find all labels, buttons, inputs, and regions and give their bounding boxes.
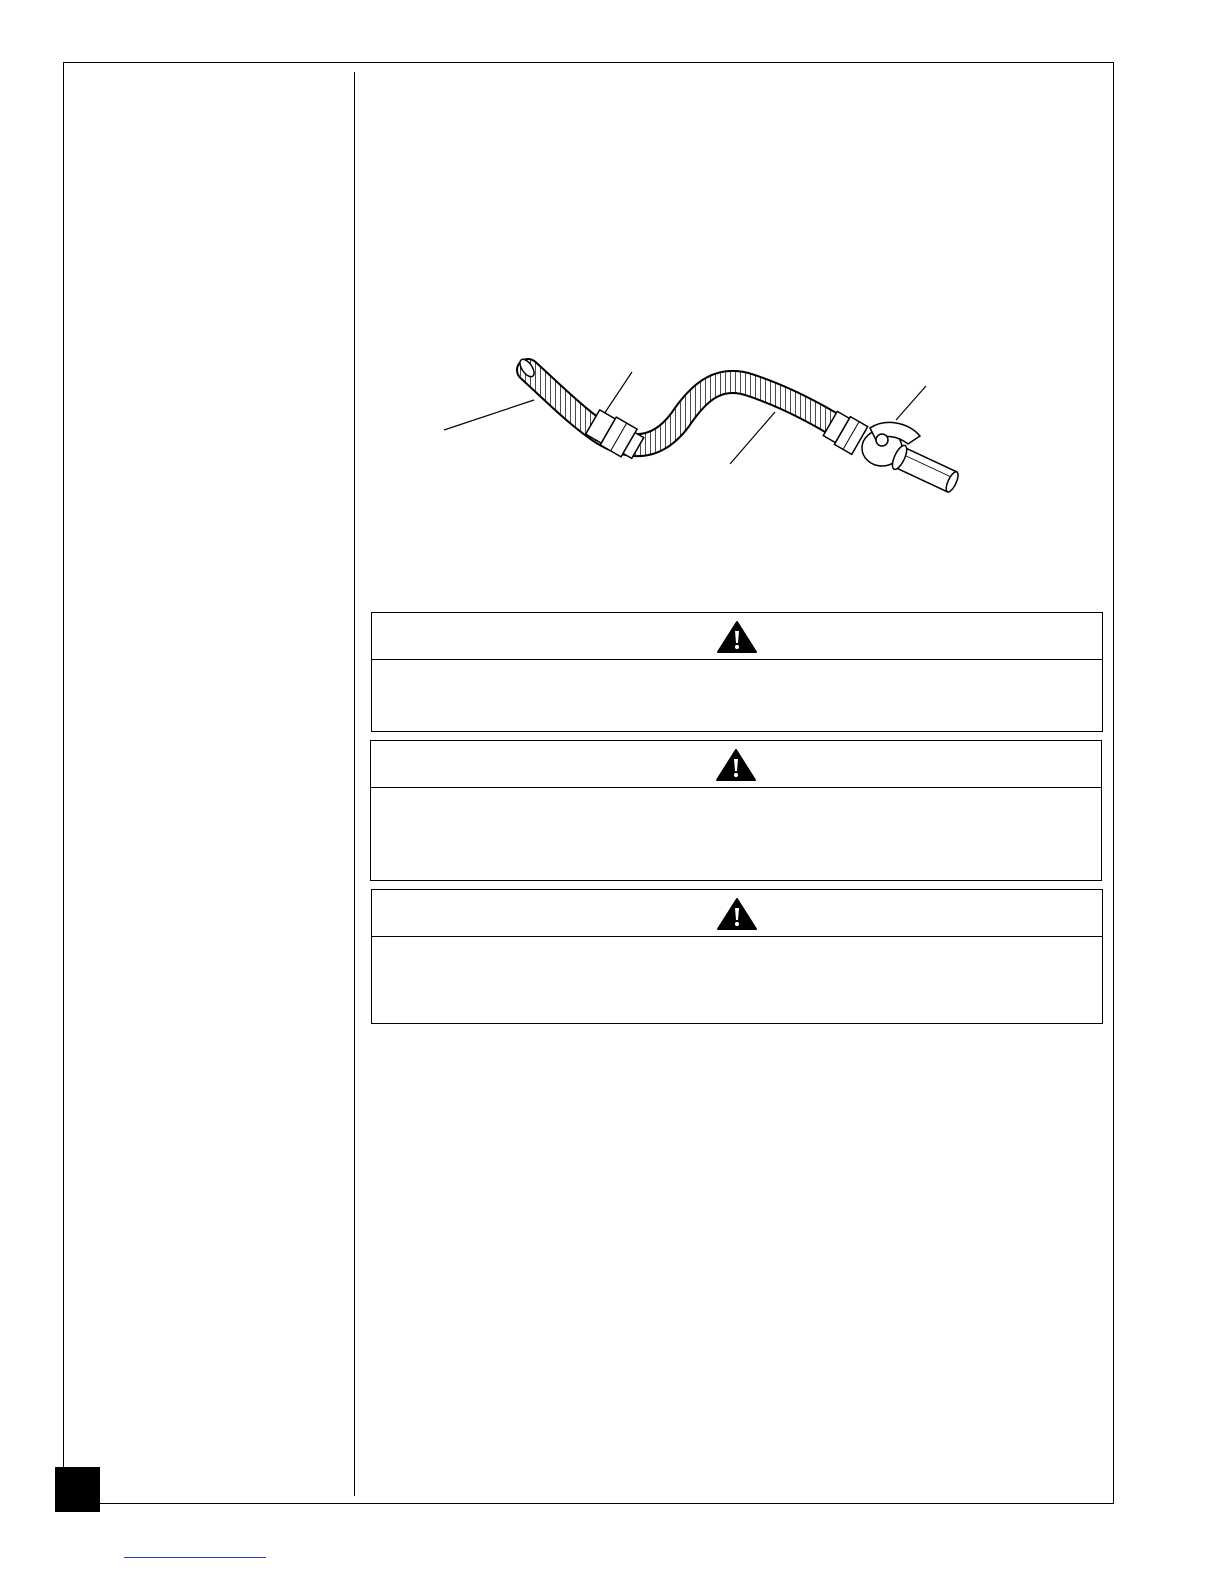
warning-box: [370, 740, 1102, 881]
gas-hose-illustration: [430, 350, 970, 510]
warning-body: [372, 660, 1102, 730]
outlet-pipe: [890, 443, 962, 495]
warning-box: [371, 889, 1103, 1024]
warning-box: [371, 612, 1103, 732]
page-number-block: [55, 1467, 100, 1512]
warning-body: [372, 937, 1102, 1023]
column-divider: [354, 72, 355, 1496]
leader-line-valve: [896, 386, 926, 420]
warning-header: [371, 741, 1101, 788]
warning-triangle-icon: [716, 897, 758, 931]
leader-line-hose-end: [444, 400, 534, 430]
leader-line-fitting: [604, 372, 632, 414]
footer-link-underline[interactable]: [124, 1557, 266, 1558]
gas-hose-icon: [430, 350, 970, 510]
warning-triangle-icon: [715, 748, 757, 782]
warning-triangle-icon: [716, 620, 758, 654]
warning-body: [371, 788, 1101, 880]
leader-line-hose: [730, 412, 775, 464]
warning-header: [372, 890, 1102, 937]
warning-header: [372, 613, 1102, 660]
